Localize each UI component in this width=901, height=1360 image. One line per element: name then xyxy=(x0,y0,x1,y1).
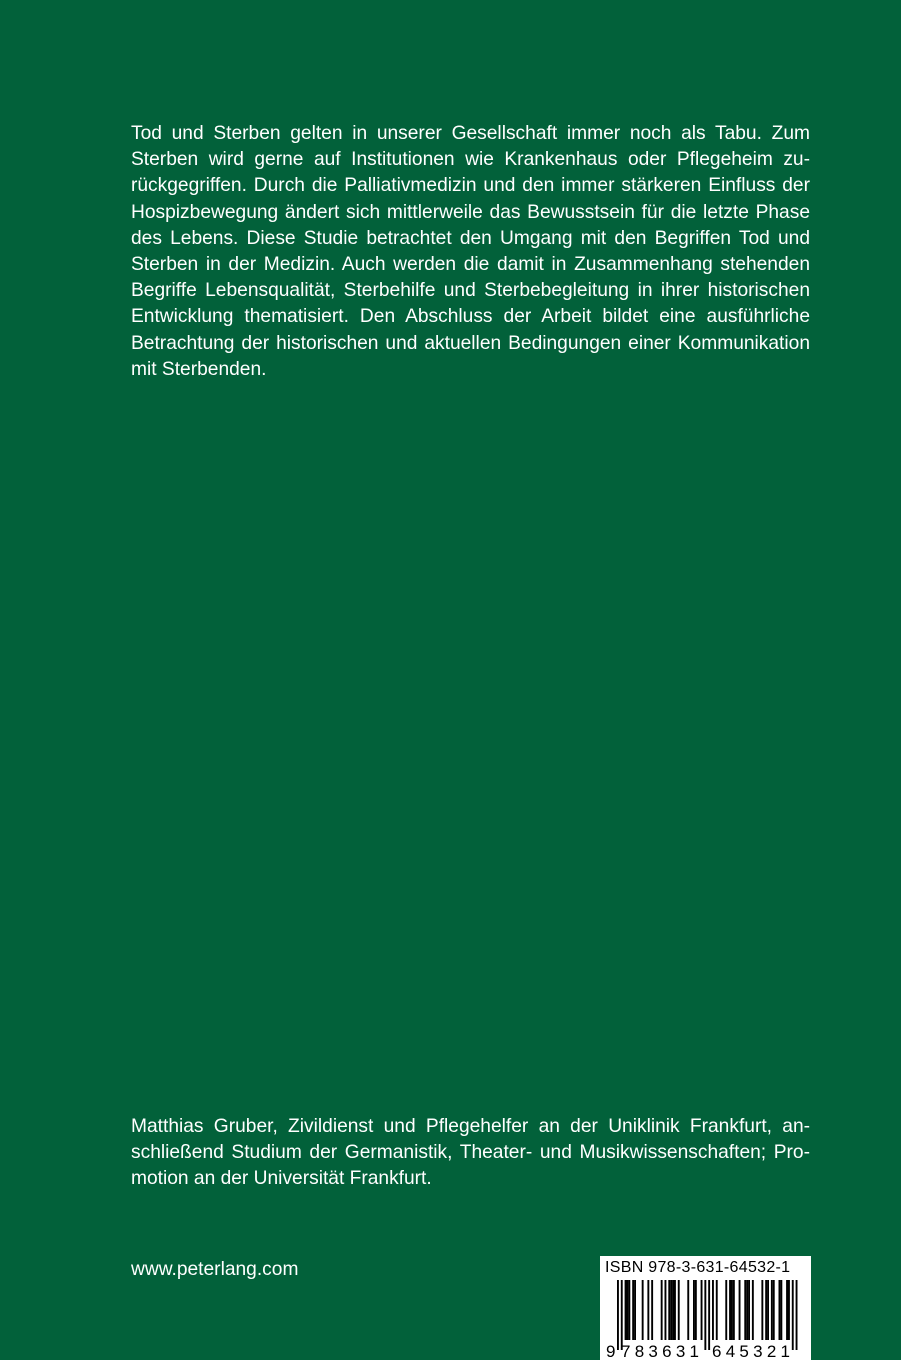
barcode-bar xyxy=(678,1280,680,1340)
barcode-bar xyxy=(668,1280,670,1340)
barcode-bar xyxy=(739,1280,741,1340)
barcode-bar xyxy=(647,1280,649,1340)
barcode-bar xyxy=(729,1280,731,1340)
barcode-bar xyxy=(634,1280,636,1340)
barcode-guard-bar xyxy=(617,1280,619,1350)
barcode-bar xyxy=(748,1280,750,1340)
barcode-bar xyxy=(773,1280,775,1340)
barcode-guard-bar xyxy=(704,1280,706,1350)
barcode-bar xyxy=(746,1280,748,1340)
barcode-bar xyxy=(744,1280,746,1340)
barcode-bar xyxy=(761,1280,763,1340)
barcode-guard-bar xyxy=(796,1280,798,1350)
barcode-guard-bar xyxy=(621,1280,623,1350)
barcode-bar xyxy=(712,1280,714,1340)
book-description: Tod und Sterben gelten in unserer Gesellschaft immer noch als Tabu. Zum Sterben wird gerne auf Institutionen wie Krankenhaus oder Pflegeheim zurückgegriffen. Durch die Palliativmedizin und den immer stärkeren Einfluss der Hospizbewegung ändert sich mittlerweile das Bewusstsein für die letzte Phase des Lebens. Diese Studie betrachtet den Umgang mit den Begriffen Tod und Sterben in der Medizin. Auch werden die damit in Zusammenhang stehenden Begriffe Lebensqualität, Sterbehilfe und Sterbebegleitung in ihrer historischen Entwicklung thematisiert. Den Abschluss der Arbeit bildet eine ausführliche Betrachtung der historischen und aktuellen Bedingungen einer Kommunikation mit Sterbenden. xyxy=(131,123,810,380)
barcode-bar xyxy=(693,1280,695,1340)
publisher-website: www.peterlang.com xyxy=(131,1259,299,1280)
barcode-bar xyxy=(627,1280,629,1340)
barcode-lead-digit: 9 xyxy=(606,1342,616,1360)
barcode-bar xyxy=(765,1280,767,1340)
barcode-bar xyxy=(672,1280,674,1340)
barcode-bar xyxy=(661,1280,663,1340)
barcode-bar xyxy=(632,1280,634,1340)
barcode-bar xyxy=(651,1280,653,1340)
barcode-bar xyxy=(716,1280,718,1340)
barcode-guard-bar xyxy=(708,1280,710,1350)
barcode-bar xyxy=(767,1280,769,1340)
barcode-bar xyxy=(786,1280,788,1340)
barcode-bar xyxy=(674,1280,676,1340)
barcode-bar xyxy=(687,1280,689,1340)
barcode-bar xyxy=(665,1280,667,1340)
author-biography: Matthias Gruber, Zivildienst und Pflegehelfer an der Uniklinik Frankfurt, anschließend Studium der Germanistik, Theater- und Musikwissenschaften; Promotion an der Universität Frankfurt. xyxy=(131,1116,810,1190)
barcode-bar xyxy=(725,1280,727,1340)
barcode-bar xyxy=(670,1280,672,1340)
barcode-bar xyxy=(752,1280,754,1340)
barcode-bar xyxy=(780,1280,782,1340)
barcode-bar xyxy=(733,1280,735,1340)
barcode-bar xyxy=(779,1280,781,1340)
barcode-bar xyxy=(788,1280,790,1340)
barcode-guard-bar xyxy=(792,1280,794,1350)
barcode-bar xyxy=(695,1280,697,1340)
barcode-bar xyxy=(628,1280,630,1340)
barcode-bar xyxy=(625,1280,627,1340)
barcode-left-digits: 783631 xyxy=(621,1342,699,1360)
isbn-barcode-box xyxy=(600,1256,811,1360)
barcode-bar xyxy=(731,1280,733,1340)
barcode-bar xyxy=(701,1280,703,1340)
isbn-label: ISBN 978-3-631-64532-1 xyxy=(605,1259,791,1276)
ean13-barcode xyxy=(605,1280,806,1360)
barcode-right-digits: 645321 xyxy=(712,1342,790,1360)
barcode-bar xyxy=(642,1280,644,1340)
barcode-bar xyxy=(771,1280,773,1340)
